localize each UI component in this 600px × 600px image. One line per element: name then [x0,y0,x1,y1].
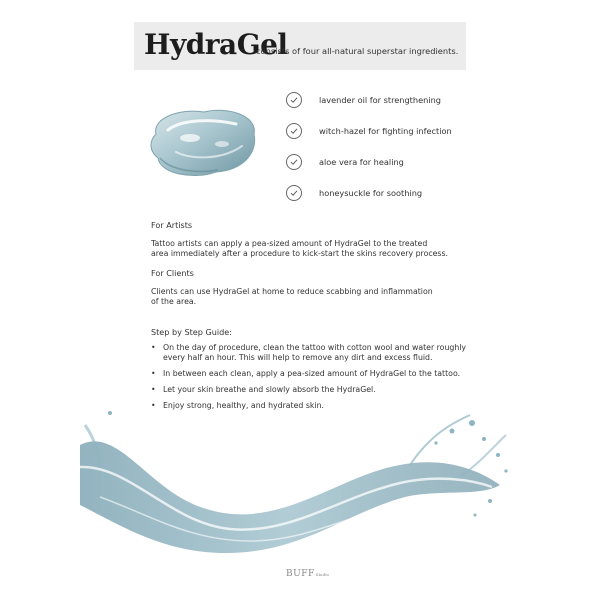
check-circle-icon [286,92,302,108]
clients-line-2: of the area. [151,297,197,306]
brand-tagline: consists of four all-natural superstar ingredients. [256,46,459,56]
footer-logo-sub: Studio [315,572,329,577]
footer-logo [286,561,329,580]
gel-blob-image [146,100,262,190]
brand-title: HydraGel [144,28,288,61]
artists-heading: For Artists [151,220,193,230]
list-item [286,84,452,115]
ingredient-text: lavender oil for strengthening [319,94,441,105]
guide-step-line-1: Enjoy strong, healthy, and hydrated skin. [163,401,325,410]
ingredient-text: witch-hazel for fighting infection [319,125,452,136]
guide-step-line-1: In between each clean, apply a pea-sized amount of HydraGel to the tattoo. [163,369,461,378]
clients-line-1: Clients can use HydraGel at home to reduce scabbing and inflammation [151,287,433,296]
list-item [286,146,452,177]
guide-list [151,343,471,411]
clients-heading: For Clients [151,268,194,278]
guide-step [151,385,471,395]
artists-line-2: area immediately after a procedure to kick-start the skins recovery process. [151,249,449,258]
water-splash-image [80,405,520,565]
guide-step [151,369,471,379]
list-item [286,177,452,208]
footer-logo-main: BUFF [286,569,315,579]
artists-line-1: Tattoo artists can apply a pea-sized amount of HydraGel to the treated [151,239,428,248]
guide-step-line-1: On the day of procedure, clean the tattoo with cotton wool and water roughly [163,343,467,352]
list-item [286,115,452,146]
check-circle-icon [286,154,302,170]
check-circle-icon [286,123,302,139]
guide-step-line-2: every half an hour. This will help to remove any dirt and excess fluid. [163,353,433,362]
guide-step-line-1: Let your skin breathe and slowly absorb the HydraGel. [163,385,376,394]
check-circle-icon [286,185,302,201]
body-content [151,220,471,417]
ingredient-text: aloe vera for healing [319,156,404,167]
guide-heading: Step by Step Guide: [151,327,232,337]
ingredient-list [286,84,452,208]
guide-step [151,343,471,363]
ingredient-text: honeysuckle for soothing [319,187,423,198]
